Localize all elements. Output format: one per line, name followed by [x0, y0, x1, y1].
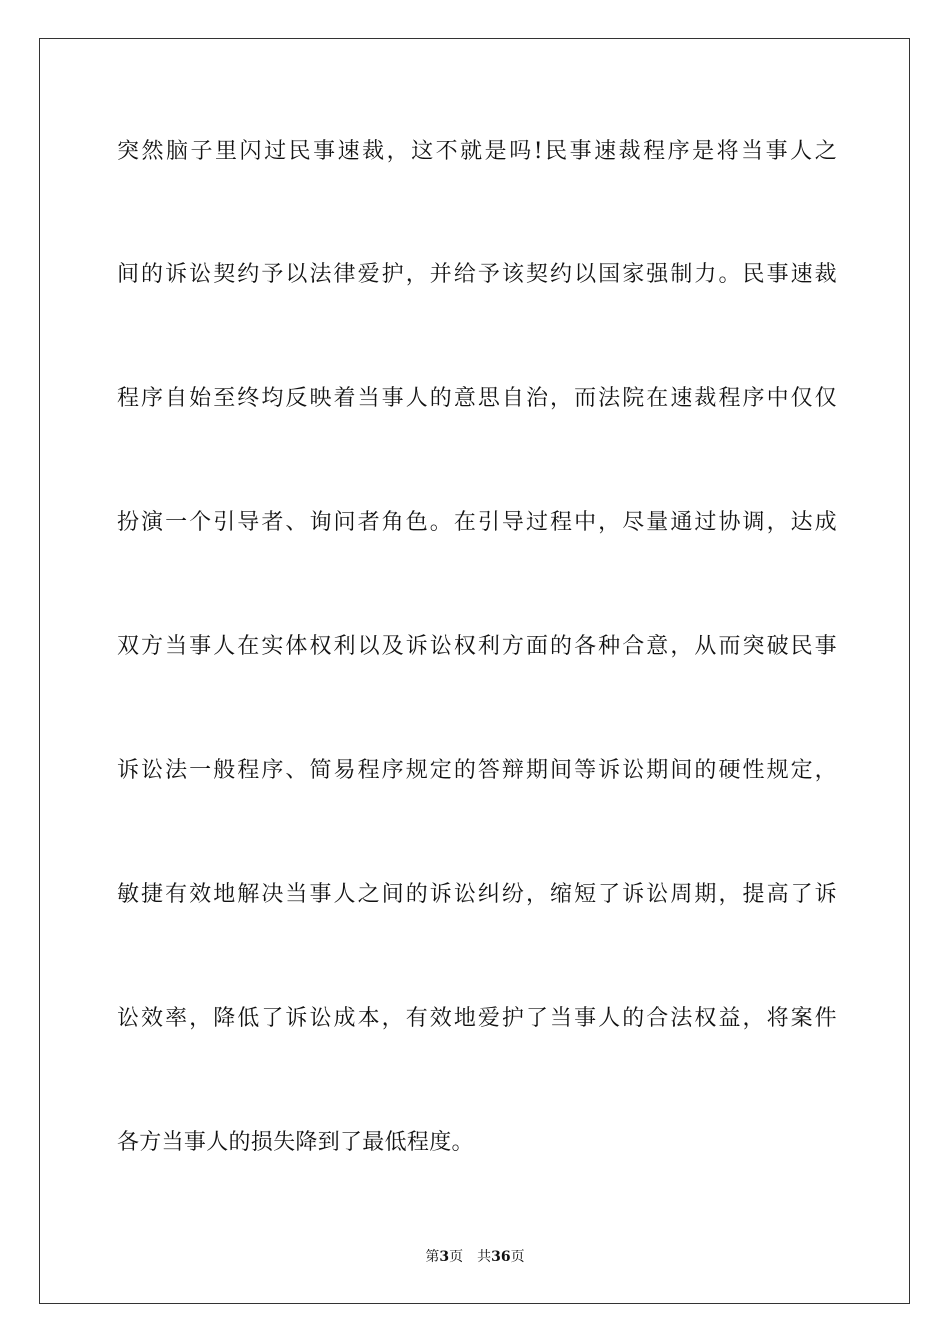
text-line: 程序自始至终均反映着当事人的意思自治，而法院在速裁程序中仅仅 [117, 386, 837, 411]
text-line: 诉讼法一般程序、简易程序规定的答辩期间等诉讼期间的硬性规定， [117, 758, 837, 783]
total-pages: 36 [491, 1249, 511, 1265]
text-line: 间的诉讼契约予以法律爱护，并给予该契约以国家强制力。民事速裁 [117, 262, 837, 287]
total-prefix: 共 [477, 1249, 492, 1265]
page-border [39, 38, 910, 1304]
text-line: 扮演一个引导者、询问者角色。在引导过程中，尽量通过协调，达成 [117, 510, 837, 535]
page-footer [0, 1248, 950, 1266]
text-line: 敏捷有效地解决当事人之间的诉讼纠纷，缩短了诉讼周期，提高了诉 [117, 882, 837, 907]
text-line: 各方当事人的损失降到了最低程度。 [117, 1130, 474, 1155]
text-line: 突然脑子里闪过民事速裁，这不就是吗!民事速裁程序是将当事人之 [117, 139, 837, 164]
page-number: 3 [439, 1249, 450, 1265]
text-line: 讼效率，降低了诉讼成本，有效地爱护了当事人的合法权益，将案件 [117, 1006, 837, 1031]
total-suffix: 页 [510, 1249, 525, 1265]
page-suffix: 页 [449, 1249, 464, 1265]
page-prefix: 第 [425, 1249, 440, 1265]
text-line: 双方当事人在实体权利以及诉讼权利方面的各种合意，从而突破民事 [117, 634, 837, 659]
